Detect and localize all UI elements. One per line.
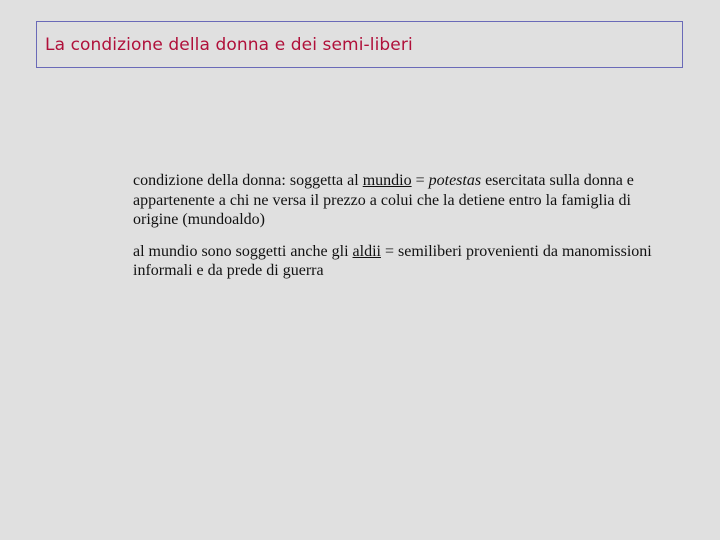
slide-title: La condizione della donna e dei semi-liberi <box>45 34 413 55</box>
term-potestas: potestas <box>428 172 482 189</box>
paragraph-aldii <box>133 242 663 281</box>
paragraph-text: esercitata sulla donna e appartenente a chi ne versa il prezzo a colui che la detiene entro la famiglia di origine (mundoaldo) <box>133 172 634 228</box>
slide-content <box>133 171 663 293</box>
paragraph-text: = semiliberi provenienti da manomissioni informali e da prede di guerra <box>133 242 652 279</box>
paragraph-text: al mundio sono soggetti anche gli <box>133 242 353 260</box>
paragraph-text: condizione della donna: soggetta al <box>133 172 363 189</box>
paragraph-text: = <box>411 172 429 189</box>
paragraph-condizione-donna <box>133 171 663 230</box>
term-aldii: aldii <box>352 242 381 260</box>
title-box <box>36 21 683 68</box>
term-mundio: mundio <box>362 172 412 189</box>
